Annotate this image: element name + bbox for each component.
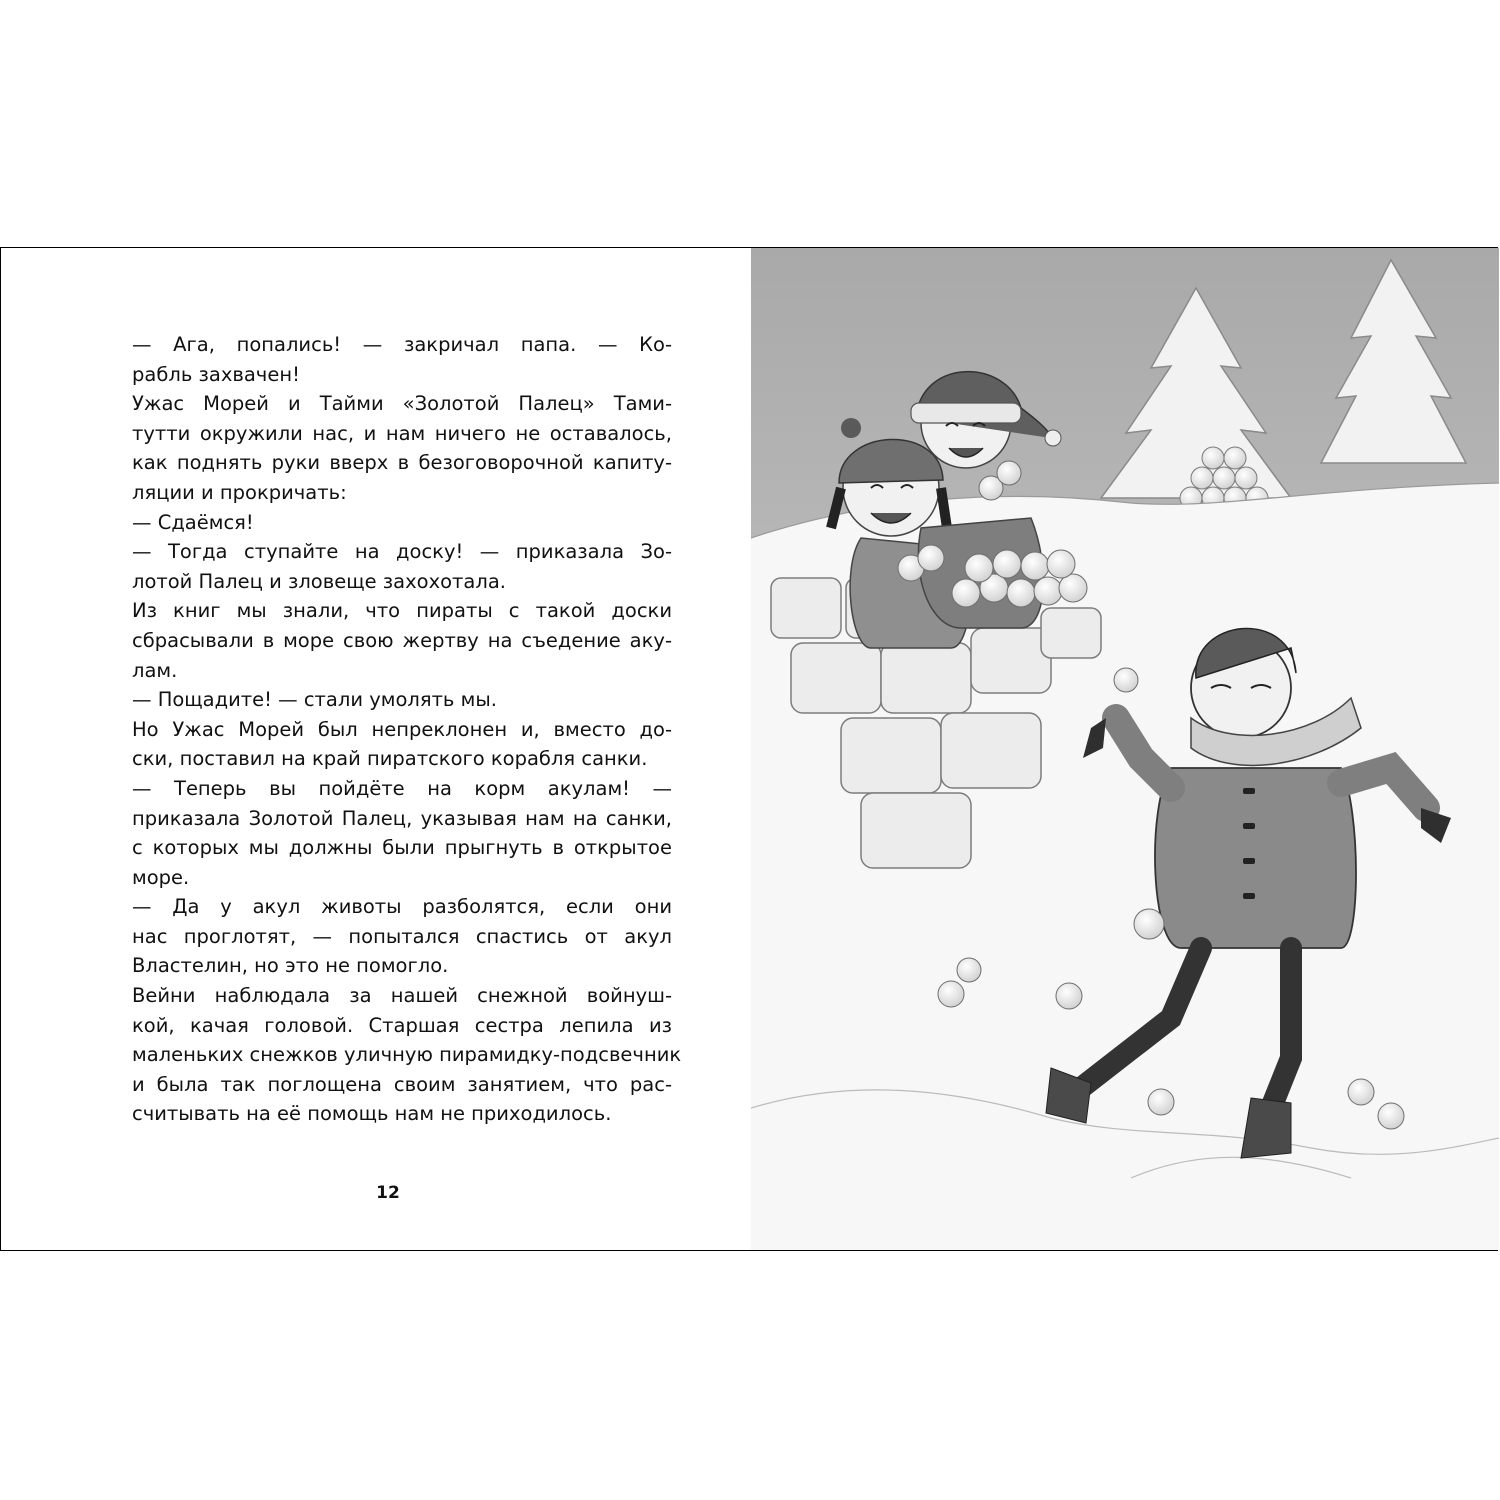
text-line: Властелин, но это не помогло. (132, 954, 449, 978)
text-line: ски, поставил на край пиратского корабля санки. (132, 747, 648, 771)
text-line: как поднять руки вверх в безоговорочной капиту- (132, 451, 672, 475)
text-line: и была так поглощена своим занятием, что рас- (132, 1072, 672, 1096)
text-line: — Пощадите! — стали умолять мы. (132, 688, 497, 712)
text-line: рабль захвачен! (132, 362, 300, 386)
text-line: с которых мы должны были прыгнуть в открытое (132, 836, 672, 860)
paragraph (132, 981, 682, 1129)
text-line: Но Ужас Морей был непреклонен и, вместо до- (132, 717, 672, 741)
text-line: Ужас Морей и Тайми «Золотой Палец» Тами- (132, 392, 672, 416)
text-line: считывать на её помощь нам не приходилось. (132, 1102, 612, 1126)
text-line: ляции и прокричать: (132, 480, 347, 504)
paragraph (132, 774, 672, 892)
text-line: нас проглотят, — попытался спастись от акул (132, 924, 672, 948)
text-line: кой, качая головой. Старшая сестра лепила из (132, 1013, 672, 1037)
text-line: приказала Золотой Палец, указывая нам на санки, (132, 806, 672, 830)
text-line: Из книг мы знали, что пираты с такой доски (132, 599, 672, 623)
text-line: лам. (132, 658, 178, 682)
paragraph (132, 330, 672, 389)
paragraph (132, 389, 672, 507)
paragraph (132, 596, 672, 685)
book-spread (0, 247, 1498, 1251)
text-line: маленьких снежков уличную пирамидку-подсвечник (132, 1043, 682, 1067)
snowball-fight-illustration (751, 248, 1499, 1250)
text-line: — Теперь вы пойдёте на корм акулам! — (132, 776, 672, 800)
text-line: сбрасывали в море свою жертву на съедение аку- (132, 628, 672, 652)
text-page (1, 248, 751, 1250)
text-line: тутти окружили нас, и нам ничего не оставалось, (132, 421, 672, 445)
text-line: — Тогда ступайте на доску! — приказала Зо- (132, 540, 672, 564)
text-line: — Да у акул животы разболятся, если они (132, 895, 672, 919)
body-text (132, 330, 682, 1129)
text-line: — Ага, попались! — закричал папа. — Ко- (132, 333, 672, 356)
text-line: лотой Палец и зловеще захохотала. (132, 569, 506, 593)
paragraph (132, 508, 672, 538)
text-line: — Сдаёмся! (132, 510, 254, 534)
paragraph (132, 537, 672, 596)
illustration (751, 248, 1499, 1250)
page-number: 12 (376, 1183, 400, 1203)
text-line: Вейни наблюдала за нашей снежной войнуш- (132, 984, 672, 1008)
paragraph (132, 892, 672, 981)
paragraph (132, 685, 672, 715)
text-line: море. (132, 865, 190, 889)
paragraph (132, 715, 672, 774)
